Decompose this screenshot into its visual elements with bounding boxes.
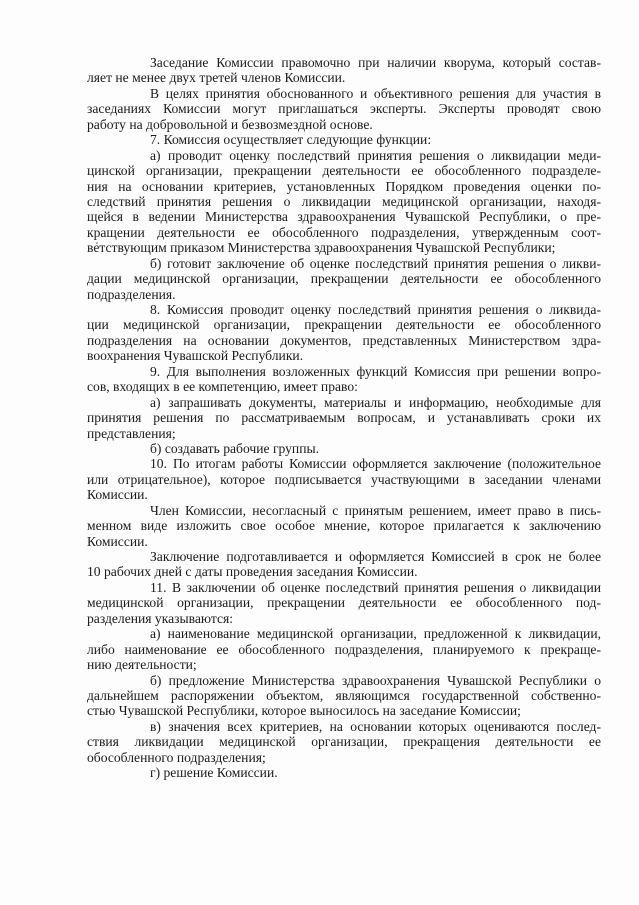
paragraph (87, 132, 601, 147)
text-line: менном виде изложить свое особое мнение, которое прилагается к заключению (87, 518, 601, 534)
paragraph (87, 395, 601, 441)
text-line: 11. В заключении об оценке последствий принятия решения о ликвидации (150, 579, 601, 595)
text-line: заседаниях Комиссии могут приглашаться эксперты. Эксперты проводят свою (87, 101, 601, 117)
text-line: Член Комиссии, несогласный с принятым решением, имеет право в пись- (150, 502, 601, 518)
text-line: медицинской организации, прекращении деятельности ее обособленного под- (87, 595, 601, 611)
text-line: в) значения всех критериев, на основании которых оцениваются послед- (150, 718, 601, 734)
text-line: ции медицинской организации, прекращении деятельности ее обособленного (87, 317, 601, 333)
text-line: воохранения Чувашской Республики. (87, 348, 304, 364)
text-line: цинской организации, прекращении деятельности ее обособленного подразделе- (87, 163, 601, 179)
text-line: а) наименование медицинской организации, предложенной к ликвидации, (150, 626, 601, 642)
text-line: б) готовит заключение об оценке последствий принятия решения о ликви- (150, 255, 601, 271)
paragraph (87, 256, 601, 302)
paragraph (87, 765, 601, 780)
text-line: ния на основании критериев, установленных Порядком проведения оценки по- (87, 178, 601, 194)
text-line: дации медицинской организации, прекращении деятельности ее обособленного (87, 271, 601, 287)
paragraph (87, 503, 601, 549)
paragraph (87, 55, 601, 86)
paragraph (87, 549, 601, 580)
text-line: Комиссии. (87, 487, 148, 503)
text-line: ствия ликвидации медицинской организации, прекращения деятельности ее (87, 734, 601, 750)
text-line: разделения указываются: (87, 610, 234, 626)
text-line: кращении деятельности ее обособленного подразделения, утвержденным соот- (87, 224, 601, 240)
text-line: ветствующим приказом Министерства здравоохранения Чувашской Республики; (87, 240, 556, 256)
text-line: следствий принятия решения о ликвидации медицинской организации, находя- (87, 193, 601, 209)
text-line: 10. По итогам работы Комиссии оформляется заключение (положительное (150, 456, 601, 472)
paragraph (87, 673, 601, 719)
text-line: принятия решения по рассматриваемым вопросам, и устанавливать сроки их (87, 410, 601, 426)
text-line: 10 рабочих дней с даты проведения заседания Комиссии. (87, 564, 418, 580)
text-line: подразделения. (87, 286, 176, 302)
text-line: представления; (87, 425, 176, 441)
paragraph (87, 302, 601, 364)
text-line: дальнейшем распоряжении объектом, являющимся государственной собственно- (87, 687, 601, 703)
text-line: 8. Комиссия проводит оценку последствий принятия решения о ликвида- (150, 302, 601, 317)
document-body (87, 55, 601, 781)
text-line: Комиссии. (87, 533, 148, 549)
text-line: Заключение подготавливается и оформляется Комиссией в срок не более (150, 549, 601, 564)
text-line: ляет не менее двух третей членов Комиссии. (87, 70, 346, 86)
text-line: щейся в ведении Министерства здравоохранения Чувашской Республики, о пре- (87, 209, 601, 225)
text-line: а) проводит оценку последствий принятия решения о ликвидации меди- (150, 147, 601, 163)
paragraph (87, 364, 601, 395)
text-line: стью Чувашской Республики, которое выносилось на заседание Комиссии; (87, 703, 521, 719)
paragraph (87, 580, 601, 626)
text-line: работу на добровольной и безвозмездной основе. (87, 116, 373, 132)
paragraph (87, 86, 601, 132)
text-line: 9. Для выполнения возложенных функций Комиссия при решении вопро- (150, 363, 601, 379)
text-line: 7. Комиссия осуществляет следующие функции: (150, 132, 432, 148)
paragraph (87, 441, 601, 456)
text-line: Заседание Комиссии правомочно при наличии кворума, который состав- (150, 55, 601, 70)
paragraph (87, 148, 601, 256)
text-line: б) создавать рабочие группы. (150, 440, 320, 456)
text-line: г) решение Комиссии. (150, 765, 278, 781)
text-line: обособленного подразделения; (87, 749, 266, 765)
paragraph (87, 626, 601, 672)
text-line: или отрицательное), которое подписывается участвующими в заседании членами (87, 471, 601, 487)
text-line: сов, входящих в ее компетенцию, имеет право: (87, 379, 358, 395)
text-line: В целях принятия обоснованного и объективного решения для участия в (150, 85, 601, 101)
text-line: подразделения на основании документов, представленных Министерством здра- (87, 332, 601, 348)
text-line: нию деятельности; (87, 657, 197, 673)
text-line: б) предложение Министерства здравоохранения Чувашской Республики о (150, 672, 601, 688)
paragraph (87, 456, 601, 502)
paragraph (87, 719, 601, 765)
text-line: а) запрашивать документы, материалы и информацию, необходимые для (150, 394, 601, 410)
text-line: либо наименование ее обособленного подразделения, планируемого к прекраще- (87, 641, 601, 657)
